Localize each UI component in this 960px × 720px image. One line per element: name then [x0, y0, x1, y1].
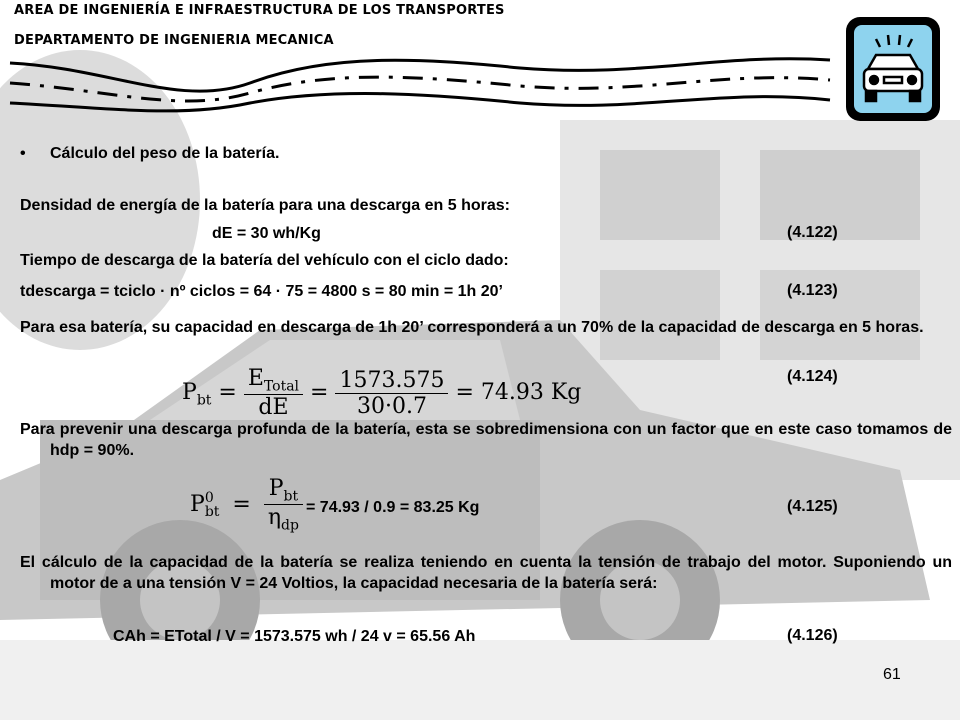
paragraph-discharge-time: Tiempo de descarga de la batería del vehículo con el ciclo dado:: [20, 252, 509, 269]
road-decoration: [0, 48, 840, 118]
formula-4-124-fraction-1: $\frac{E_{Total}}{dE}$: [244, 366, 303, 420]
formula-4-124-lhs: $P_{bt}$: [182, 380, 212, 409]
formula-4-124-eq1: =: [218, 380, 237, 406]
equation-4-122: dE = 30 wh/Kg: [212, 225, 321, 242]
equation-number-4-122: (4.122): [787, 224, 838, 241]
paragraph-energy-density: Densidad de energía de la batería para una descarga en 5 horas:: [20, 197, 510, 214]
formula-4-124-eq2: =: [310, 380, 329, 406]
car-icon: [854, 25, 932, 113]
formula-4-124: [182, 366, 581, 420]
formula-4-125-lhs: P 0 bt: [190, 489, 220, 520]
equation-4-125-result: = 74.93 / 0.9 = 83.25 Kg: [306, 499, 480, 516]
equation-number-4-123: (4.123): [787, 282, 838, 299]
equation-number-4-125: (4.125): [787, 498, 838, 515]
formula-4-125: [190, 476, 303, 534]
equation-number-4-124: (4.124): [787, 368, 838, 385]
header-department-title: DEPARTAMENTO DE INGENIERIA MECANICA: [14, 33, 334, 48]
paragraph-oversize: Para prevenir una descarga profunda de la batería, esta se sobredimensiona con un factor que en este caso tomamos de hdp = 90%.: [20, 421, 952, 459]
formula-4-125-fraction: $\frac{P_{bt}}{\eta_{dp}}$: [264, 476, 303, 534]
formula-4-125-eq: =: [232, 491, 251, 517]
paragraph-battery-capacity: El cálculo de la capacidad de la batería se realiza teniendo en cuenta la tensión de trabajo del motor. Suponiendo un motor de a una tensión V = 24 Voltios, la capacidad necesaria de la batería será:: [20, 554, 952, 592]
paragraph-capacity: Para esa batería, su capacidad en descarga de 1h 20’ corresponderá a un 70% de la capacidad de descarga en 5 horas.: [20, 319, 924, 336]
bullet: •: [20, 145, 26, 162]
formula-4-124-fraction-2: $\frac{1573.575}{30\cdot 0.7}$: [335, 368, 448, 419]
formula-4-124-result: = 74.93 Kg: [455, 380, 582, 406]
page-number: 61: [883, 666, 901, 683]
header-area-title: AREA DE INGENIERÍA E INFRAESTRUCTURA DE LOS TRANSPORTES: [14, 3, 505, 18]
section-title: Cálculo del peso de la batería.: [50, 145, 280, 162]
equation-4-126: CAh = ETotal / V = 1573.575 wh / 24 v = 65.56 Ah: [113, 628, 476, 645]
car-logo: [846, 17, 940, 121]
equation-number-4-126: (4.126): [787, 627, 838, 644]
equation-4-123: tdescarga = tciclo · nº ciclos = 64 · 75 = 4800 s = 80 min = 1h 20’: [20, 283, 503, 300]
